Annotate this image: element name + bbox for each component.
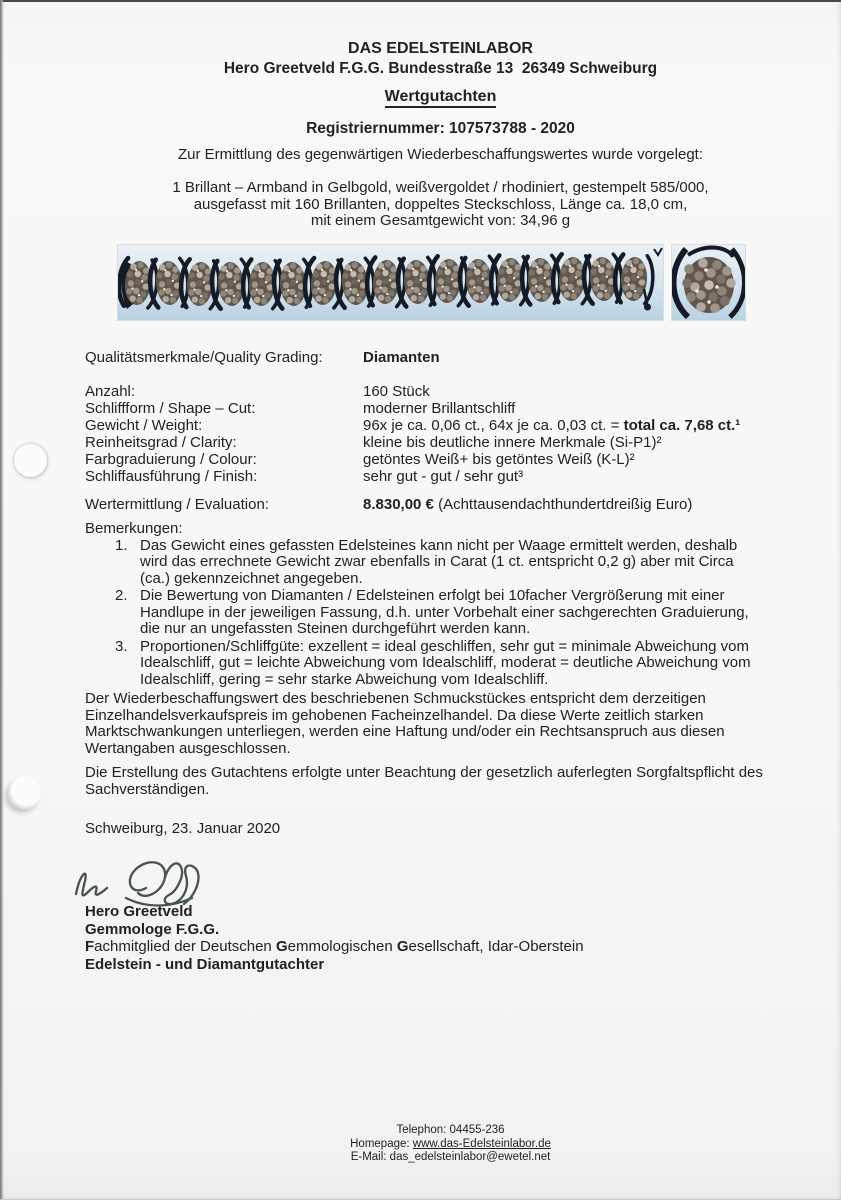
email-address: das_edelsteinlabor@ewetel.net [389,1151,551,1163]
signatory-name: Hero Greetveld [85,903,193,920]
remark-item-2: 2. Die Bewertung von Diamanten / Edelsteinen erfolgt bei 10facher Vergrößerung mit einer Handlupe in der jeweiligen Fassung, d.h. unter Vorbehalt einer sachgerechten Graduierung, die nur an ungefassten Steinen durchgeführt werden kann. [115,587,749,637]
remarks-title: Bemerkungen: [85,520,183,537]
signatory-role: Edelstein - und Diamantgutachter [85,956,325,974]
grading-row-schliffform: Schliffform / Shape – Cut: moderner Brillantschliff [85,400,516,417]
valuation-value [363,496,692,513]
grading-header-row [85,349,801,366]
footer-phone: Telephon: 04455-236 [396,1124,505,1136]
signatory-membership: Fachmitglied der Deutschen Gemmologischen Gesellschaft, Idar-Oberstein [85,938,584,956]
disclaimer-paragraph: Der Wiederbeschaffungswert des beschriebenen Schmuckstückes entspricht dem derzeitigen Einzelhandelsverkaufspreis im gehobenen Facheinzelhandel. Da diese Werte zeitlich starken Marktschwankungen unterliegen, werden eine Haftung und/oder ein Rechtsanspruch aus diesen Wertangaben ausgeschlossen. [85,690,725,757]
item-description [70,180,811,230]
registration-number: Registriernummer: 107573788 - 2020 [306,120,575,137]
lab-name: DAS EDELSTEINLABOR [348,40,533,57]
valuation-amount: 8.830,00 € [363,496,434,513]
bracelet-photo [118,245,745,320]
scan-edge-top [0,0,841,2]
bracelet-photo-closeup [672,245,745,320]
grading-section [85,349,801,485]
grading-header-value: Diamanten [363,349,440,366]
item-description-line-3: mit einem Gesamtgewicht von: 34,96 g [310,212,571,229]
homepage-url: www.das-Edelsteinlabor.de [412,1137,551,1150]
valuation-words: (Achttausendachthundertdreißig Euro) [433,496,693,513]
signatory-title: Gemmologe F.G.G. [85,920,220,938]
date-line: Schweiburg, 23. Januar 2020 [85,820,281,837]
valuation-row [85,496,801,513]
grading-row-gewicht: Gewicht / Weight: 96x je ca. 0,06 ct., 64x je ca. 0,03 ct. = total ca. 7,68 ct.¹ [85,417,741,434]
item-description-line-1: 1 Brillant – Armband in Gelbgold, weißvergoldet / rhodiniert, gestempelt 585/000, [172,179,709,196]
signatory-block [85,903,584,974]
valuation-label: Wertermittlung / Evaluation: [85,496,269,513]
footer-homepage: Homepage: www.das-Edelsteinlabor.de [350,1137,551,1150]
footer-email: E-Mail: das_edelsteinlabor@ewetel.net [350,1151,551,1163]
punch-hole-bottom [8,776,41,809]
document-title: Wertgutachten [70,88,811,107]
remarks-list [115,538,767,690]
item-description-line-2: ausgefasst mit 160 Brillanten, doppeltes Steckschloss, Länge ca. 18,0 cm, [193,195,688,213]
grading-row-reinheitsgrad: Reinheitsgrad / Clarity: kleine bis deutliche innere Merkmale (Si-P1)² [85,434,662,451]
total-carat-value: total ca. 7,68 ct.¹ [623,417,741,434]
grading-row-schliffausfuehrung: Schliffausführung / Finish: sehr gut - gut / sehr gut³ [85,468,524,485]
grading-row-farbgraduierung: Farbgraduierung / Colour: getöntes Weiß+ bis getöntes Weiß (K-L)² [85,451,635,468]
remark-item-1: 1. Das Gewicht eines gefassten Edelsteines kann nicht per Waage ermittelt werden, deshalb wird das errechnete Gewicht zwar ebenfalls in Carat (1 ct. entspricht 0,2 g) aber mit Circa (ca.) gekennzeichnet angegeben. [115,536,738,587]
scan-edge-left [0,0,4,1200]
lab-address: Hero Greetveld F.G.G. Bundesstraße 13 26349 Schweiburg [223,60,658,77]
remark-item-3: 3. Proportionen/Schliffgüte: exzellent = ideal geschliffen, sehr gut = minimale Abweichung vom Idealschliff, gut = leichte Abweichung vom Idealschliff, moderat = deutliche Abweichung vom Idealschliff, gering = sehr starke Abweichung vom Idealschliff. [115,637,751,688]
punch-hole-top [14,444,47,477]
bracelet-photo-strip [118,245,663,320]
footer-contact [60,1124,841,1165]
diligence-paragraph: Die Erstellung des Gutachtens erfolgte unter Beachtung der gesetzlich auferlegten Sorgfaltspflicht des Sachverständigen. [85,764,763,798]
grading-row-anzahl: Anzahl: 160 Stück [85,383,430,400]
intro-lead: Zur Ermittlung des gegenwärtigen Wiederbeschaffungswertes wurde vorgelegt: [178,146,703,163]
grading-header-label: Qualitätsmerkmale/Quality Grading: [85,349,323,366]
